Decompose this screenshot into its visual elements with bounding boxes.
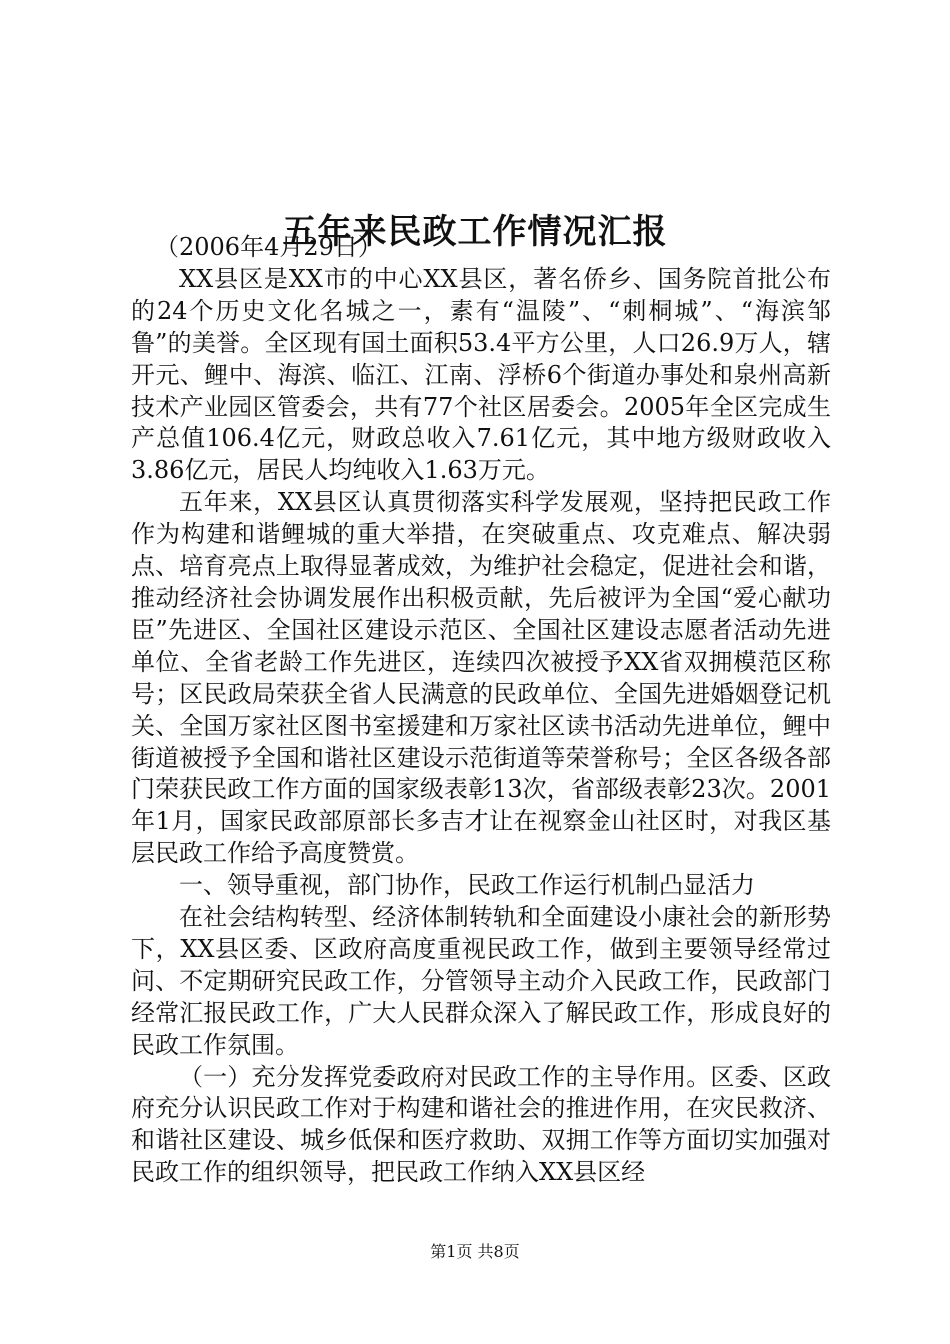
paragraph-subsection-1: （一）充分发挥党委政府对民政工作的主导作用。区委、区政府充分认识民政工作对于构建和谐社会的推进作用，在灾民救济、和谐社区建设、城乡低保和医疗救助、双拥工作等方面切实加强对民政工作的组织领导，把民政工作纳入XX县区经 [131, 1062, 831, 1187]
section-heading-1: 一、领导重视，部门协作，民政工作运行机制凸显活力 [179, 871, 755, 900]
paragraph-section-1-intro: 在社会结构转型、经济体制转轨和全面建设小康社会的新形势下，XX县区委、区政府高度重视民政工作，做到主要领导经常过问、不定期研究民政工作，分管领导主动介入民政工作，民政部门经常汇报民政工作，广大人民群众深入了解民政工作，形成良好的民政工作氛围。 [131, 903, 831, 1059]
page-footer: 第1页 共8页 [430, 1242, 520, 1261]
document-title: 五年来民政工作情况汇报 [282, 211, 668, 252]
document-body [131, 232, 831, 1189]
paragraph-overview: XX县区是XX市的中心XX县区，著名侨乡、国务院首批公布的24个历史文化名城之一，素有“温陵”、“刺桐城”、“海滨邹鲁”的美誉。全区现有国土面积53.4平方公里，人口26.9万人，辖开元、鲤中、海滨、临江、江南、浮桥6个街道办事处和泉州高新技术产业园区管委会，共有77个社区居委会。2005年全区完成生产总值106.4亿元，财政总收入7.61亿元，其中地方级财政收入3.86亿元，居民人均纯收入1.63万元。 [131, 264, 831, 485]
paragraph-achievements: 五年来，XX县区认真贯彻落实科学发展观，坚持把民政工作作为构建和谐鲤城的重大举措，在突破重点、攻克难点、解决弱点、培育亮点上取得显著成效，为维护社会稳定，促进社会和谐，推动经济社会协调发展作出积极贡献，先后被评为全国“爱心献功臣”先进区、全国社区建设示范区、全国社区建设志愿者活动先进单位、全省老龄工作先进区，连续四次被授予XX省双拥模范区称号；区民政局荣获全省人民满意的民政单位、全国先进婚姻登记机关、全国万家社区图书室援建和万家社区读书活动先进单位，鲤中街道被授予全国和谐社区建设示范街道等荣誉称号；全区各级各部门荣获民政工作方面的国家级表彰13次，省部级表彰23次。2001年1月，国家民政部原部长多吉才让在视察金山社区时，对我区基层民政工作给予高度赞赏。 [131, 488, 831, 868]
report-date: （2006年4月29日） [155, 233, 382, 261]
